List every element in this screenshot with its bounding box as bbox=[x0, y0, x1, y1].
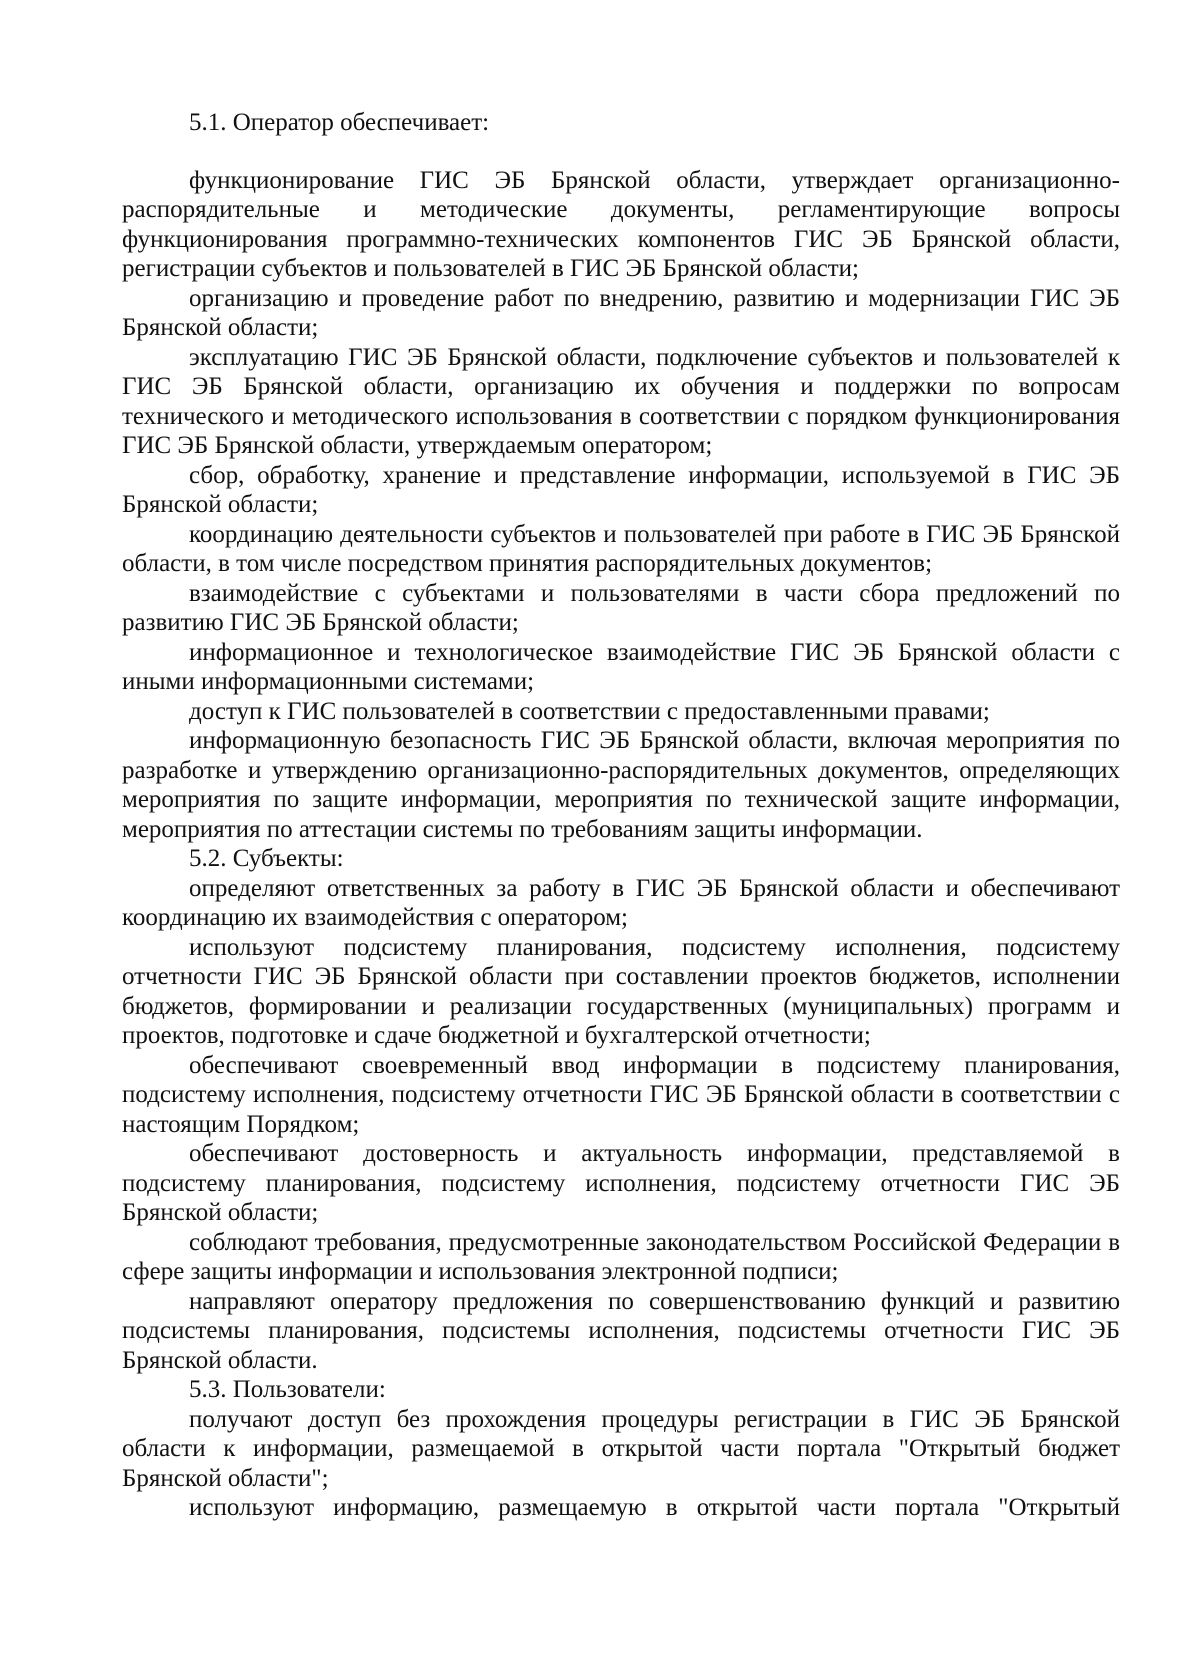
section-5-1-item: доступ к ГИС пользователей в соответствии с предоставленными правами; bbox=[189, 697, 990, 725]
section-5-2-heading: 5.2. Субъекты: bbox=[189, 845, 344, 872]
section-5-3-item: получают доступ без прохождения процедуры регистрации в ГИС ЭБ Брянской области к информации, размещаемой в открытой части портала "Открытый бюджет Брянской области"; bbox=[122, 1405, 1120, 1492]
section-5-2-item: обеспечивают своевременный ввод информации в подсистему планирования, подсистему исполнения, подсистему отчетности ГИС ЭБ Брянской области в соответствии с настоящим Порядком; bbox=[122, 1051, 1120, 1138]
section-5-2-item: используют подсистему планирования, подсистему исполнения, подсистему отчетности ГИС ЭБ Брянской области при составлении проектов бюджетов, исполнении бюджетов, формировании и реализации государственных (муниципальных) программ и проектов, подготовке и сдаче бюджетной и бухгалтерской отчетности; bbox=[122, 933, 1120, 1049]
section-5-1-item: эксплуатацию ГИС ЭБ Брянской области, подключение субъектов и пользователей к ГИС ЭБ Брянской области, организацию их обучения и поддержки по вопросам технического и методического использования в соответствии с порядком функционирования ГИС ЭБ Брянской области, утверждаемым оператором; bbox=[122, 343, 1120, 459]
section-5-2-item: определяют ответственных за работу в ГИС ЭБ Брянской области и обеспечивают координацию их взаимодействия с оператором; bbox=[122, 874, 1120, 931]
section-5-1-item: взаимодействие с субъектами и пользователями в части сбора предложений по развитию ГИС ЭБ Брянской области; bbox=[122, 579, 1120, 636]
section-5-2-item: соблюдают требования, предусмотренные законодательством Российской Федерации в сфере защиты информации и использования электронной подписи; bbox=[122, 1228, 1120, 1285]
section-5-1-item: координацию деятельности субъектов и пользователей при работе в ГИС ЭБ Брянской области, в том числе посредством принятия распорядительных документов; bbox=[122, 520, 1120, 577]
section-5-1-item: организацию и проведение работ по внедрению, развитию и модернизации ГИС ЭБ Брянской области; bbox=[122, 284, 1120, 341]
section-5-3-heading: 5.3. Пользователи: bbox=[189, 1376, 386, 1403]
section-5-2-item: обеспечивают достоверность и актуальность информации, представляемой в подсистему планирования, подсистему исполнения, подсистему отчетности ГИС ЭБ Брянской области; bbox=[122, 1140, 1120, 1226]
section-5-1-item: функционирование ГИС ЭБ Брянской области, утверждает организационно-распорядительные и методические документы, регламентирующие вопросы функционирования программно-технических компонентов ГИС ЭБ Брянской области, регистрации субъектов и пользователей в ГИС ЭБ Брянской области; bbox=[122, 166, 1120, 282]
section-5-1-item: информационное и технологическое взаимодействие ГИС ЭБ Брянской области с иными информационными системами; bbox=[122, 638, 1120, 695]
section-5-1-heading: 5.1. Оператор обеспечивает: bbox=[189, 109, 490, 136]
section-5-1-item: сбор, обработку, хранение и представление информации, используемой в ГИС ЭБ Брянской области; bbox=[122, 461, 1120, 518]
section-5-2-item: направляют оператору предложения по совершенствованию функций и развитию подсистемы планирования, подсистемы исполнения, подсистемы отчетности ГИС ЭБ Брянской области. bbox=[122, 1287, 1120, 1374]
document-page bbox=[122, 108, 1120, 1523]
section-5-1-item: информационную безопасность ГИС ЭБ Брянской области, включая мероприятия по разработке и утверждению организационно-распорядительных документов, определяющих мероприятия по защите информации, мероприятия по технической защите информации, мероприятия по аттестации системы по требованиям защиты информации. bbox=[122, 727, 1120, 843]
section-5-3-item: используют информацию, размещаемую в открытой части портала "Открытый bbox=[189, 1494, 1120, 1521]
